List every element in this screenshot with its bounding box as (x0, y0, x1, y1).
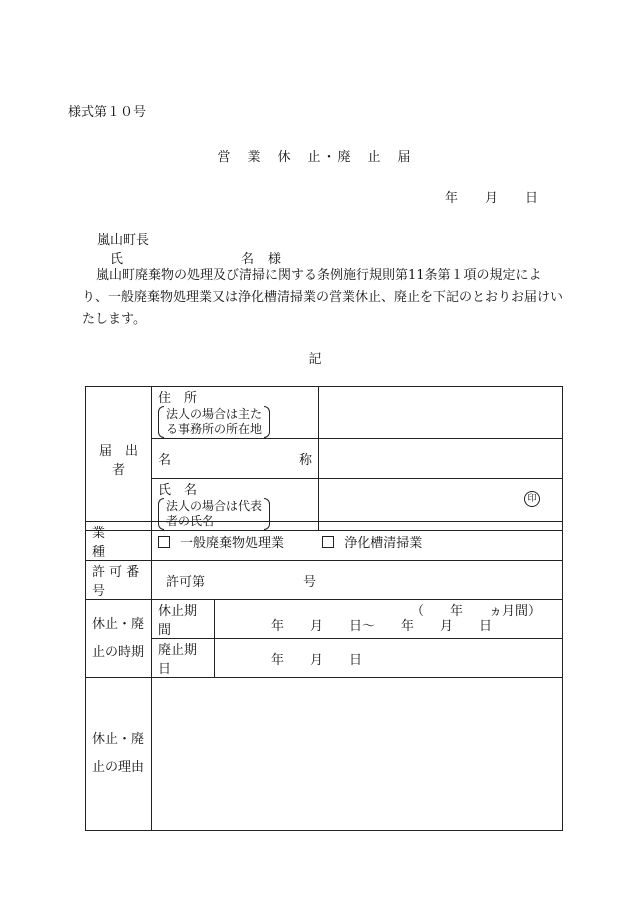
date-month: 月 (485, 191, 499, 206)
suspend-label: 休止期間 (152, 600, 215, 639)
form-number: 様式第１０号 (68, 105, 147, 120)
addressee: 嵐山町長 (97, 233, 150, 248)
waste-checkbox[interactable] (158, 536, 170, 548)
business-label: 業 種 (86, 522, 152, 561)
ki-heading: 記 (308, 352, 322, 367)
abolish-label: 廃止期日 (152, 639, 215, 678)
timing-label (86, 600, 152, 678)
abolish-date: 年 月 日 (271, 652, 363, 668)
applicant-section-label: 届 出 者 (86, 387, 152, 531)
details-table (85, 521, 563, 831)
address-note-line-1: 法人の場合は主た (166, 407, 263, 421)
permit-suffix: 号 (303, 574, 317, 590)
reason-label-2: 止の理由 (92, 760, 145, 775)
address-note-line-2: る事務所の所在地 (166, 422, 263, 436)
reason-label-1: 休止・廃 (92, 732, 145, 747)
person-note-line-2: 者の氏名 (166, 514, 215, 528)
company-label-left: 名 (158, 453, 172, 468)
applicant-table (85, 386, 563, 531)
permit-label: 許 可 番 号 (86, 561, 152, 600)
address-note (158, 406, 270, 438)
date-day: 日 (525, 191, 539, 206)
abolish-date-field[interactable] (215, 639, 563, 678)
company-name-label-cell (152, 439, 319, 479)
addressee-name-label-2: 名 (241, 252, 255, 267)
person-label: 氏 名 (158, 483, 198, 498)
option-general-waste: 一般廃棄物処理業 (180, 535, 285, 551)
timing-label-1: 休止・廃 (92, 616, 145, 632)
addressee-name-label: 氏 (110, 252, 124, 267)
permit-field[interactable] (152, 561, 563, 600)
person-note-line-1: 法人の場合は代表 (166, 499, 263, 513)
suspend-period-field[interactable] (215, 600, 563, 639)
address-label: 住 所 (158, 391, 198, 406)
seal-mark: 印 (524, 491, 540, 507)
company-name-field[interactable] (319, 439, 563, 479)
septic-checkbox[interactable] (322, 536, 334, 548)
date-year: 年 (445, 191, 459, 206)
suspend-duration: （ 年 ヵ月間） (411, 604, 542, 619)
business-options (152, 522, 563, 561)
body-text: 嵐山町廃棄物の処理及び清掃に関する条例施行規則第11条第１項の規定により、一般廃棄物処理業又は浄化槽清掃業の営業休止、廃止を下記のとおりお届けいたします。 (82, 268, 564, 327)
honorific: 様 (268, 252, 282, 267)
option-septic-cleaning: 浄化槽清掃業 (344, 535, 423, 551)
reason-label (86, 678, 152, 831)
reason-field[interactable] (152, 678, 563, 831)
timing-label-2: 止の時期 (92, 644, 145, 660)
suspend-range: 年 月 日～ 年 月 日 (271, 619, 493, 634)
permit-prefix: 許可第 (166, 574, 206, 590)
document-title: 営 業 休 止・廃 止 届 (217, 150, 413, 165)
submission-date (445, 187, 538, 206)
address-label-cell (152, 387, 319, 439)
company-label-right: 称 (298, 453, 312, 468)
address-field[interactable] (319, 387, 563, 439)
